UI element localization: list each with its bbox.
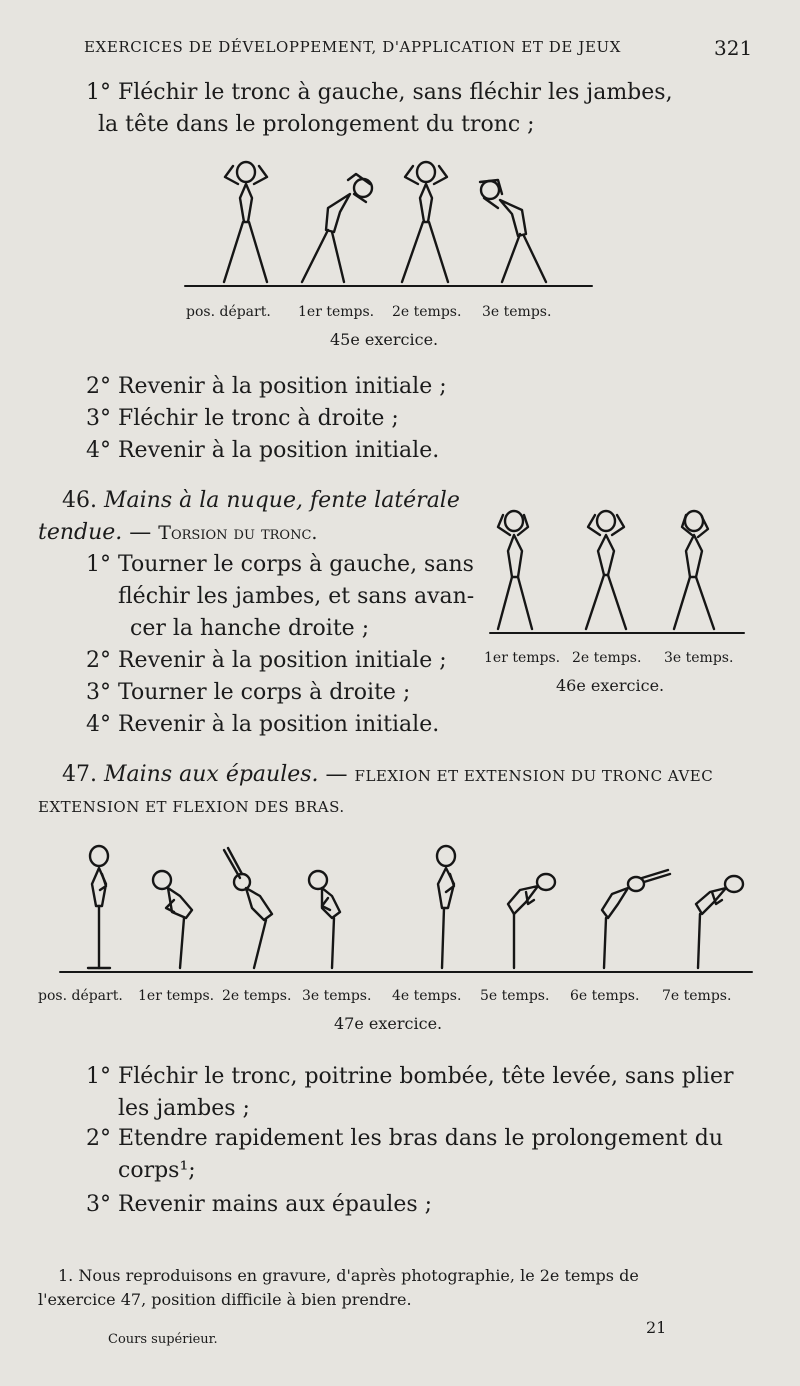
ex47-dash: — [325, 762, 348, 787]
ex46-step3: 3° Tourner le corps à droite ; [86, 680, 411, 705]
ex47-stick-figure-3 [309, 871, 340, 968]
ex47-figure [56, 838, 756, 978]
ex45-step4: 4° Revenir à la position initiale. [86, 438, 440, 463]
ex47-number: 47. [62, 762, 97, 787]
ex47-subtitle-line1: FLEXION ET EXTENSION DU TRONC AVEC [354, 767, 714, 785]
ex47-stick-figure-2 [224, 848, 272, 968]
ex46-stick-figure-2 [586, 511, 626, 629]
ex47-step2-line2: corps¹; [118, 1158, 196, 1183]
ex46-figure [488, 505, 748, 645]
ex46-step2: 2° Revenir à la position initiale ; [86, 648, 447, 673]
ex47-label-3: 3e temps. [302, 988, 372, 1004]
ex45-figure [180, 150, 600, 300]
ex46-step1-line3: cer la hanche droite ; [130, 616, 370, 641]
ex47-stick-figure-4 [437, 846, 455, 968]
ex46-step1-line2: fléchir les jambes, et sans avan- [118, 584, 475, 609]
ex45-step2: 2° Revenir à la position initiale ; [86, 374, 447, 399]
ex46-step1-line1: 1° Tourner le corps à gauche, sans [86, 552, 474, 577]
ex46-dash: — [129, 520, 152, 545]
ex46-number: 46. [62, 488, 97, 513]
ex47-caption: 47e exercice. [334, 1014, 443, 1033]
ex46-stick-figure-1 [498, 511, 532, 629]
ex47-stick-figure-start [88, 846, 110, 968]
ex47-label-6: 6e temps. [570, 988, 640, 1004]
ex46-label-1: 2e temps. [572, 650, 642, 666]
ex46-title-end: tendue. [38, 520, 123, 545]
ex45-stick-figure-1 [302, 174, 372, 282]
ex47-label-7: 7e temps. [662, 988, 732, 1004]
footnote-line1: 1. Nous reproduisons en gravure, d'après photographie, le 2e temps de [58, 1266, 639, 1285]
ex47-title: Mains aux épaules. [104, 762, 319, 787]
ex47-step3: 3° Revenir mains aux épaules ; [86, 1192, 433, 1217]
ex45-label-3: 3e temps. [482, 304, 552, 320]
ex46-label-2: 3e temps. [664, 650, 734, 666]
footer-signature-number: 21 [646, 1318, 667, 1337]
ex47-step1-line1: 1° Fléchir le tronc, poitrine bombée, tête levée, sans plier [86, 1064, 734, 1089]
ex46-step4: 4° Revenir à la position initiale. [86, 712, 440, 737]
ex46-stick-figure-3 [674, 511, 714, 629]
ex46-heading-line1 [62, 488, 460, 513]
ex47-stick-figure-7 [696, 876, 743, 968]
ex45-stick-figure-start [224, 162, 267, 282]
ex47-subtitle-line2: EXTENSION ET FLEXION DES BRAS. [38, 798, 345, 816]
ex45-caption: 45e exercice. [330, 330, 439, 349]
ex46-label-0: 1er temps. [484, 650, 561, 666]
ex47-step2-line1: 2° Etendre rapidement les bras dans le prolongement du [86, 1126, 724, 1151]
ex47-label-5: 5e temps. [480, 988, 550, 1004]
ex45-label-1: 1er temps. [298, 304, 375, 320]
ex45-step3: 3° Fléchir le tronc à droite ; [86, 406, 399, 431]
ex46-subtitle: Torsion du tronc. [158, 522, 318, 544]
ex45-stick-figure-2 [402, 162, 448, 282]
ex45-label-0: pos. départ. [186, 304, 271, 320]
ex47-label-4: 4e temps. [392, 988, 462, 1004]
ex47-step1-line2: les jambes ; [118, 1096, 250, 1121]
ex45-step1-line1: 1° Fléchir le tronc à gauche, sans fléchir les jambes, [86, 80, 673, 105]
ex45-step1-line2: la tête dans le prolongement du tronc ; [98, 112, 535, 137]
ex47-label-1: 1er temps. [138, 988, 215, 1004]
running-header: EXERCICES DE DÉVELOPPEMENT, D'APPLICATION ET DE JEUX [84, 38, 622, 56]
ex47-label-0: pos. départ. [38, 988, 123, 1004]
ex47-stick-figure-1 [153, 871, 192, 968]
page-number: 321 [714, 36, 753, 60]
ex46-title: Mains à la nuque, fente latérale [104, 488, 460, 513]
ex45-stick-figure-3 [480, 180, 546, 282]
ex45-label-2: 2e temps. [392, 304, 462, 320]
footer-course-label: Cours supérieur. [108, 1332, 218, 1347]
ex47-stick-figure-6 [602, 870, 670, 968]
ex47-stick-figure-5 [508, 874, 555, 968]
ex47-heading-line1 [62, 762, 713, 787]
ex46-caption: 46e exercice. [556, 676, 665, 695]
footnote-line2: l'exercice 47, position difficile à bien prendre. [38, 1290, 412, 1309]
ex46-heading-line2 [38, 520, 317, 545]
ex47-label-2: 2e temps. [222, 988, 292, 1004]
